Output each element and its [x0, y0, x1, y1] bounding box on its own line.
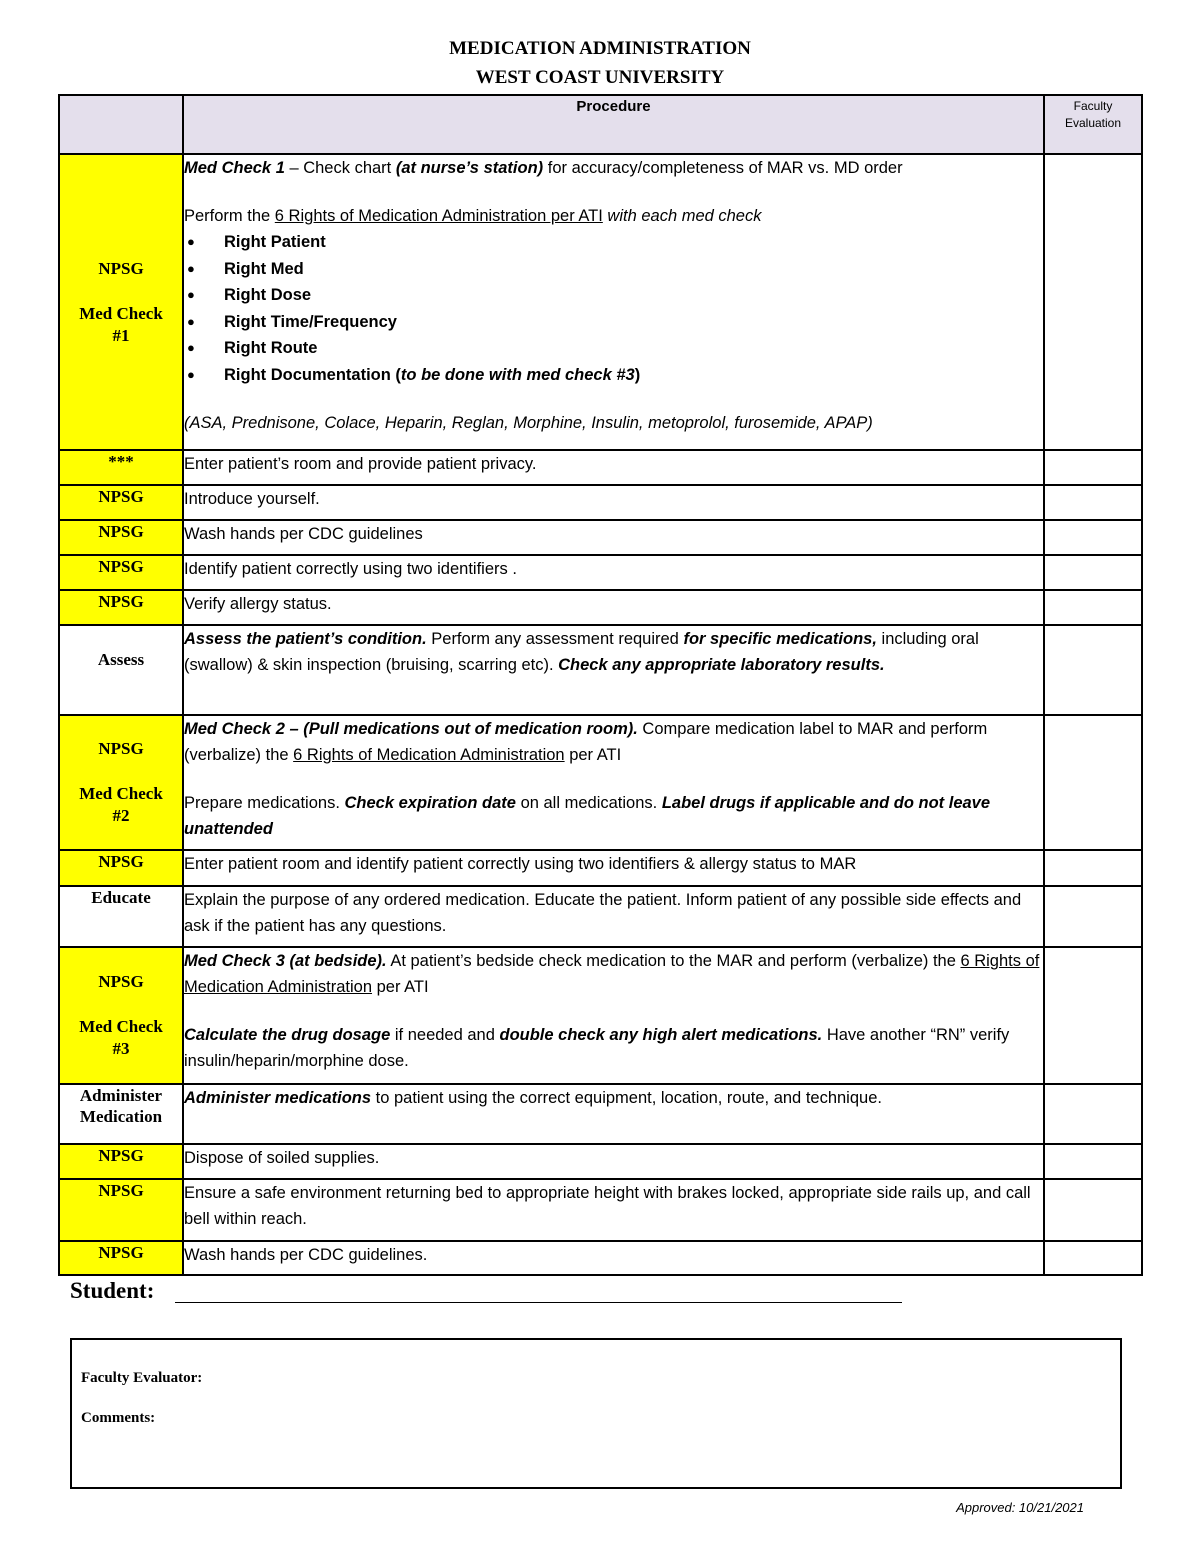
text-span: Label drugs if applicable and do not leave unattended [184, 794, 991, 838]
text-span: At patient’s bedside check medication to the MAR and perform (verbalize) the [386, 952, 961, 970]
table-row [59, 450, 1142, 485]
row-label: NPSG [59, 1144, 183, 1179]
faculty-evaluation-cell[interactable] [1044, 1241, 1142, 1275]
text-span: for specific medications, [683, 630, 877, 648]
row-label [59, 947, 183, 1084]
med-check-number: #2 [112, 806, 130, 825]
student-signature-line[interactable] [175, 1302, 902, 1303]
text-span: double check any high alert medications. [499, 1026, 823, 1044]
faculty-evaluation-cell[interactable] [1044, 450, 1142, 485]
row-label [59, 1084, 183, 1144]
text-span: Check expiration date [344, 794, 516, 812]
procedure-text: Ensure a safe environment returning bed to appropriate height with brakes locked, appropriate side rails up, and call bell within reach. [183, 1179, 1044, 1241]
header-procedure-cell [183, 95, 1044, 154]
header-faculty-cell [1044, 95, 1142, 154]
table-row [59, 1144, 1142, 1179]
row-label: NPSG [59, 555, 183, 590]
faculty-evaluation-cell[interactable] [1044, 850, 1142, 886]
npsg-label: NPSG [98, 258, 144, 278]
procedure-text [183, 154, 1044, 450]
procedure-text: Explain the purpose of any ordered medication. Educate the patient. Inform patient of any possible side effects and ask if the patient has any questions. [183, 886, 1044, 947]
text-span: for accuracy/completeness of MAR vs. MD order [543, 159, 903, 177]
text-span: Calculate the drug dosage [184, 1026, 391, 1044]
table-row [59, 1179, 1142, 1241]
label-line: Administer [79, 1086, 163, 1105]
faculty-evaluation-cell[interactable] [1044, 520, 1142, 555]
student-label: Student: [70, 1278, 155, 1303]
rights-reference: 6 Rights of Medication Administration per ATI [274, 207, 603, 225]
table-row [59, 850, 1142, 886]
faculty-evaluator-box[interactable] [70, 1338, 1122, 1489]
faculty-evaluation-cell[interactable] [1044, 715, 1142, 850]
rights-reference: 6 Rights of Medication Administration [184, 952, 1040, 996]
faculty-evaluation-cell[interactable] [1044, 1084, 1142, 1144]
text-span: – Check chart [284, 159, 396, 177]
text-span: to patient using the correct equipment, location, route, and technique. [371, 1089, 882, 1107]
row-label: NPSG [59, 1241, 183, 1275]
med-check-title: Med Check 3 (at bedside). [184, 952, 387, 970]
list-item: ● Right Patient [224, 229, 1043, 256]
row-label [59, 154, 183, 450]
table-row [59, 590, 1142, 625]
table-row [59, 886, 1142, 947]
header-label-cell [59, 95, 183, 154]
procedure-table [58, 94, 1143, 1276]
text-span: (at nurse’s station) [395, 159, 544, 177]
faculty-heading-line1: Faculty [1073, 99, 1113, 113]
text-span: Compare medication label to MAR and perform (verbalize) the [184, 720, 988, 764]
procedure-text: Enter patient room and identify patient correctly using two identifiers & allergy status to MAR [183, 850, 1044, 886]
text-span: Have another “RN” verify insulin/heparin/morphine dose. [184, 1026, 1010, 1070]
faculty-evaluation-cell[interactable] [1044, 555, 1142, 590]
table-row [59, 520, 1142, 555]
med-check-title: Med Check 1 [184, 159, 285, 177]
faculty-evaluation-cell[interactable] [1044, 590, 1142, 625]
text-span: Check any appropriate laboratory results. [558, 656, 885, 674]
med-check-title: Med Check 2 – (Pull medications out of medication room). [184, 720, 638, 738]
med-check-label: Med Check [79, 784, 163, 803]
procedure-text: Wash hands per CDC guidelines [183, 520, 1044, 555]
table-row [59, 625, 1142, 715]
procedure-heading: Procedure [576, 98, 651, 115]
table-header-row [59, 95, 1142, 154]
faculty-evaluation-cell[interactable] [1044, 947, 1142, 1084]
table-row [59, 154, 1142, 450]
procedure-text [183, 625, 1044, 715]
assess-label: Assess [97, 650, 145, 669]
med-check-label: Med Check [79, 303, 163, 323]
procedure-text: Identify patient correctly using two identifiers . [183, 555, 1044, 590]
table-row [59, 485, 1142, 520]
text-span: to be done with med check #3 [400, 365, 635, 384]
row-label: NPSG [59, 1179, 183, 1241]
procedure-text: Enter patient’s room and provide patient privacy. [183, 450, 1044, 485]
text-span: Administer medications [184, 1089, 372, 1107]
med-check-number: #3 [112, 1039, 130, 1058]
text-span: Perform the [184, 207, 275, 225]
table-row [59, 947, 1142, 1084]
text-span: Prepare medications. [184, 794, 345, 812]
list-item [224, 362, 1043, 389]
table-row [59, 555, 1142, 590]
text-span: with each med check [602, 207, 762, 225]
med-check-label: Med Check [79, 1017, 163, 1036]
text-span: if needed and [390, 1026, 500, 1044]
faculty-heading-line2: Evaluation [1064, 116, 1122, 130]
procedure-text: Introduce yourself. [183, 485, 1044, 520]
medication-list: (ASA, Prednisone, Colace, Heparin, Reglan, Morphine, Insulin, metoprolol, furosemide, APAP) [184, 414, 873, 432]
comments-label: Comments: [81, 1410, 156, 1426]
procedure-text: Wash hands per CDC guidelines. [183, 1241, 1044, 1275]
row-label [59, 625, 183, 715]
text-span: ) [634, 365, 641, 384]
row-label: NPSG [59, 520, 183, 555]
text-span: including oral (swallow) & skin inspection (bruising, scarring etc). [184, 630, 979, 674]
list-item: ● Right Time/Frequency [224, 309, 1043, 336]
faculty-evaluation-cell[interactable] [1044, 886, 1142, 947]
med-check-number: #1 [112, 325, 130, 345]
document-title: MEDICATION ADMINISTRATION [449, 38, 751, 59]
rights-reference: 6 Rights of Medication Administration [293, 746, 565, 764]
faculty-evaluation-cell[interactable] [1044, 154, 1142, 450]
procedure-text: Dispose of soiled supplies. [183, 1144, 1044, 1179]
procedure-text [183, 947, 1044, 1084]
text-span: on all medications. [515, 794, 662, 812]
text-span: Perform any assessment required [426, 630, 684, 648]
document-subtitle: WEST COAST UNIVERSITY [475, 67, 725, 88]
row-label: Educate [59, 886, 183, 947]
row-label: *** [59, 450, 183, 485]
table-row [59, 1241, 1142, 1275]
row-label: NPSG [59, 850, 183, 886]
npsg-label: NPSG [98, 972, 144, 991]
list-item: ● Right Route [224, 335, 1043, 362]
list-item: ● Right Dose [224, 282, 1043, 309]
list-item: ● Right Med [224, 256, 1043, 283]
text-span: per ATI [564, 746, 622, 764]
procedure-text [183, 715, 1044, 850]
faculty-evaluator-label: Faculty Evaluator: [81, 1370, 203, 1386]
faculty-evaluation-cell[interactable] [1044, 1144, 1142, 1179]
faculty-evaluation-cell[interactable] [1044, 1179, 1142, 1241]
row-label [59, 715, 183, 850]
row-label: NPSG [59, 590, 183, 625]
faculty-evaluation-cell[interactable] [1044, 485, 1142, 520]
procedure-text: Verify allergy status. [183, 590, 1044, 625]
label-line: Medication [79, 1107, 163, 1126]
text-span: per ATI [372, 978, 429, 996]
rights-list [184, 229, 1043, 388]
table-row [59, 715, 1142, 850]
npsg-label: NPSG [98, 739, 144, 758]
procedure-text [183, 1084, 1044, 1144]
faculty-evaluation-cell[interactable] [1044, 625, 1142, 715]
approved-date: Approved: 10/21/2021 [956, 1500, 1084, 1515]
row-label: NPSG [59, 485, 183, 520]
table-row [59, 1084, 1142, 1144]
text-span: Right Documentation ( [224, 365, 401, 384]
text-span: Assess the patient’s condition. [184, 630, 427, 648]
